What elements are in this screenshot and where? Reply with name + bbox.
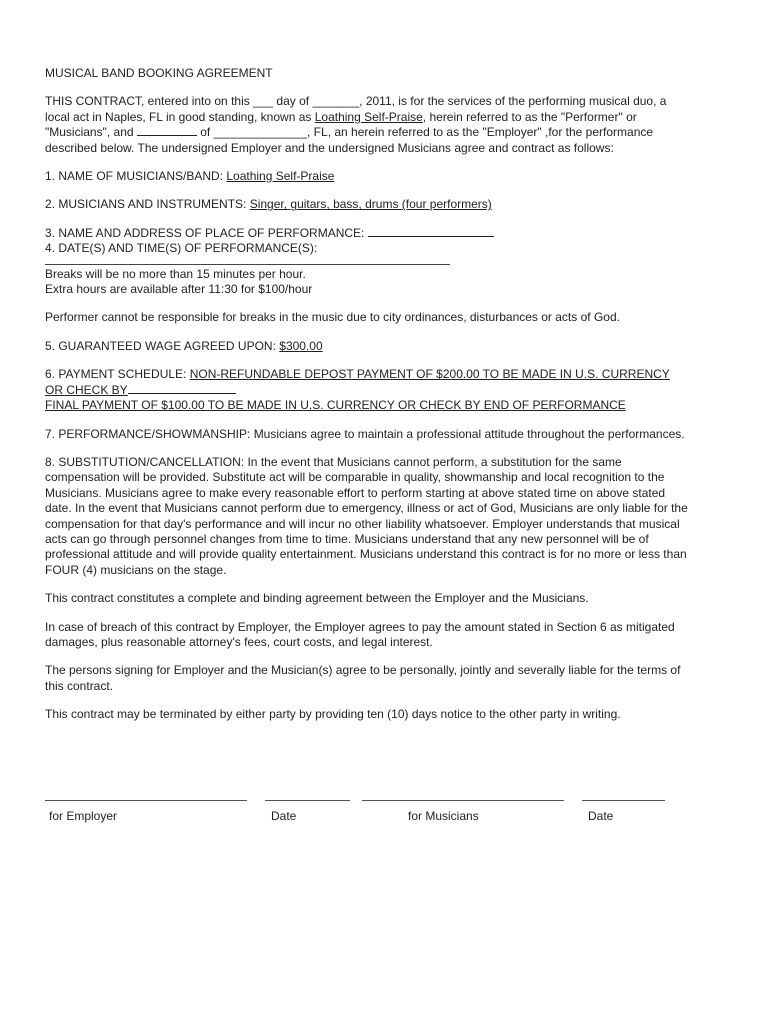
section-6-label: 6. PAYMENT SCHEDULE: xyxy=(45,367,190,382)
breaks-text: Breaks will be no more than 15 minutes per hour. xyxy=(45,266,306,281)
section-4-details xyxy=(45,267,730,298)
section-2-value: Singer, guitars, bass, drums (four performers) xyxy=(249,197,492,212)
performance-place-blank[interactable] xyxy=(368,236,494,237)
section-8-line-7: professional attitude and will provide quality entertainment. Musicians understand this contract is for no more or less than xyxy=(45,547,687,562)
breach-line-2: damages, plus reasonable attorney's fees, court costs, and legal interest. xyxy=(45,634,433,649)
final-payment-text: FINAL PAYMENT OF $100.00 TO BE MADE IN U.S. CURRENCY OR CHECK BY END OF PERFORMANCE xyxy=(45,398,626,413)
band-name-inline: Loathing Self-Praise xyxy=(314,109,423,124)
employer-name-blank[interactable] xyxy=(137,135,197,136)
section-1 xyxy=(45,169,730,184)
section-5 xyxy=(45,339,730,354)
breach-line-1: In case of breach of this contract by Employer, the Employer agrees to pay the amount stated in Section 6 as mitigated xyxy=(45,619,675,634)
section-8-line-1: 8. SUBSTITUTION/CANCELLATION: In the event that Musicians cannot perform, a substitution for the same xyxy=(45,454,622,469)
section-8-line-4: date. In the event that Musicians cannot perform due to emergency, illness or act of God, Musicians are only liable for the xyxy=(45,501,688,516)
intro-line-3a: "Musicians", and xyxy=(45,125,137,140)
disclaimer-text: Performer cannot be responsible for breaks in the music due to city ordinances, disturbances or acts of God. xyxy=(45,310,620,325)
breach-paragraph xyxy=(45,620,730,651)
section-5-label: 5. GUARANTEED WAGE AGREED UPON: xyxy=(45,338,280,353)
intro-line-3b: of ______________, FL, an herein referred to as the "Employer" ,for the performance xyxy=(196,125,654,140)
section-5-value: $300.00 xyxy=(279,338,323,353)
section-7: 7. PERFORMANCE/SHOWMANSHIP: Musicians agree to maintain a professional attitude throughout the performances. xyxy=(45,426,685,441)
deposit-payment-text: NON-REFUNDABLE DEPOST PAYMENT OF $200.00 TO BE MADE IN U.S. CURRENCY xyxy=(189,367,670,382)
contract-document xyxy=(45,66,730,736)
intro-line-4: described below. The undersigned Employer and the undersigned Musicians agree and contract as follows: xyxy=(45,140,614,155)
employer-date-line[interactable] xyxy=(265,800,350,801)
section-8-line-5: compensation for that day's performance and will incur no other liability whatsoever. Employer understands that musical xyxy=(45,516,680,531)
section-4-label: 4. DATE(S) AND TIME(S) OF PERFORMANCE(S): xyxy=(45,241,318,256)
musicians-date-line[interactable] xyxy=(582,800,665,801)
intro-line-1: THIS CONTRACT, entered into on this ___ day of _______, 2011, is for the services of the performing musical duo, a xyxy=(45,94,667,109)
employer-signature-label: for Employer xyxy=(49,809,118,823)
section-8-line-3: Musicians. Musicians agree to make every reasonable effort to perform starting at above stated time on above stated xyxy=(45,485,666,500)
section-1-value: Loathing Self-Praise xyxy=(226,169,335,184)
employer-signature-line[interactable] xyxy=(45,800,247,801)
musicians-signature-line[interactable] xyxy=(362,800,564,801)
section-2-label: 2. MUSICIANS AND INSTRUMENTS: xyxy=(45,197,250,212)
section-2 xyxy=(45,197,730,212)
performance-date-blank[interactable] xyxy=(45,257,450,265)
section-1-label: 1. NAME OF MUSICIANS/BAND: xyxy=(45,169,227,184)
liability-line-2: this contract. xyxy=(45,678,114,693)
musicians-signature-label: for Musicians xyxy=(408,809,479,823)
section-3 xyxy=(45,226,730,241)
liability-line-1: The persons signing for Employer and the Musician(s) agree to be personally, jointly and severally liable for the terms of xyxy=(45,663,681,678)
liability-paragraph xyxy=(45,663,730,694)
section-8-line-2: compensation will be provided. Substitute act will be comparable in quality, showmanship and local recognition to the xyxy=(45,470,665,485)
intro-line-2a: local act in Naples, FL in good standing, known as xyxy=(45,109,315,124)
musicians-date-label: Date xyxy=(588,809,614,823)
complete-agreement-text: This contract constitutes a complete and binding agreement between the Employer and the Musicians. xyxy=(45,591,589,606)
deposit-check-by-text: OR CHECK BY xyxy=(45,382,128,397)
section-8-line-8: FOUR (4) musicians on the stage. xyxy=(45,562,227,577)
document-title: MUSICAL BAND BOOKING AGREEMENT xyxy=(45,66,273,80)
section-8 xyxy=(45,455,730,578)
termination-text: This contract may be terminated by either party by providing ten (10) days notice to the other party in writing. xyxy=(45,707,621,722)
signature-block xyxy=(45,800,725,830)
deposit-date-blank[interactable] xyxy=(128,393,236,394)
intro-line-2b: , herein referred to as the "Performer" or xyxy=(422,109,637,124)
section-6 xyxy=(45,367,730,413)
section-8-line-6: acts can go through personnel changes from time to time. Musicians understand that any new personnel will be of xyxy=(45,531,649,546)
intro-paragraph xyxy=(45,94,730,156)
extra-hours-text: Extra hours are available after 11:30 for $100/hour xyxy=(45,282,313,297)
employer-date-label: Date xyxy=(271,809,297,823)
section-3-label: 3. NAME AND ADDRESS OF PLACE OF PERFORMANCE: xyxy=(45,225,368,240)
